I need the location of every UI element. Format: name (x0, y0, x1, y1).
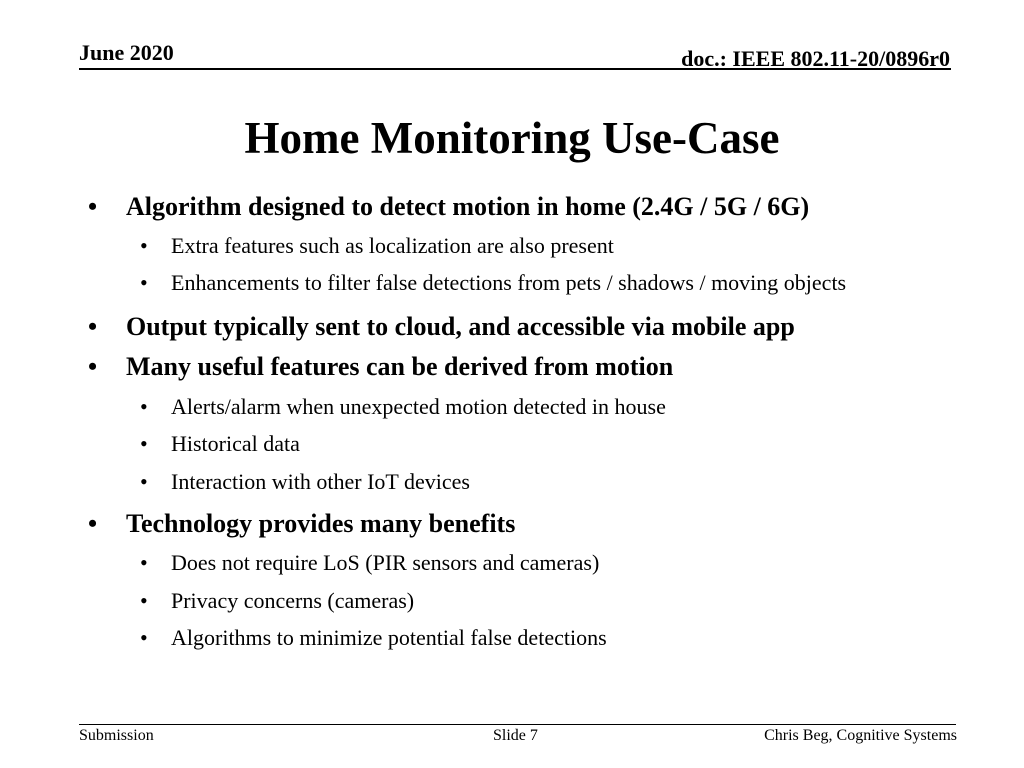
bullet-text: Historical data (171, 431, 300, 456)
sub-bullet-item (140, 394, 666, 420)
bullet-text: Algorithms to minimize potential false detections (171, 625, 607, 650)
bullet-item (88, 509, 516, 539)
bullet-text: Many useful features can be derived from motion (126, 352, 674, 381)
bullet-text: Does not require LoS (PIR sensors and cameras) (171, 550, 600, 575)
bullet-text: Enhancements to filter false detections from pets / shadows / moving objects (171, 270, 847, 295)
bullet-dot-icon: • (140, 625, 148, 650)
bullet-dot-icon: • (140, 394, 148, 419)
footer-slide-number: Slide 7 (493, 727, 538, 744)
bullet-text: Output typically sent to cloud, and accessible via mobile app (126, 312, 795, 341)
bullet-item (88, 192, 810, 222)
bullet-text: Alerts/alarm when unexpected motion detected in house (171, 394, 666, 419)
sub-bullet-item (140, 588, 415, 614)
bullet-dot-icon: • (140, 588, 148, 613)
bullet-text: Algorithm designed to detect motion in home (2.4G / 5G / 6G) (126, 192, 810, 221)
bullet-text: Interaction with other IoT devices (171, 469, 470, 494)
header-doc-id: doc.: IEEE 802.11-20/0896r0 (681, 46, 950, 71)
bullet-text: Privacy concerns (cameras) (171, 588, 415, 613)
sub-bullet-item (140, 431, 300, 457)
bullet-dot-icon: • (88, 312, 98, 341)
bullet-dot-icon: • (140, 550, 148, 575)
sub-bullet-item (140, 270, 847, 296)
footer-divider (79, 724, 956, 725)
header-date: June 2020 (79, 40, 174, 65)
bullet-text: Technology provides many benefits (126, 509, 516, 538)
footer-author: Chris Beg, Cognitive Systems (764, 727, 957, 744)
bullet-item (88, 312, 795, 342)
bullet-dot-icon: • (88, 352, 98, 381)
bullet-dot-icon: • (140, 233, 148, 258)
slide-title: Home Monitoring Use-Case (244, 113, 780, 163)
bullet-text: Extra features such as localization are also present (171, 233, 614, 258)
bullet-dot-icon: • (140, 469, 148, 494)
sub-bullet-item (140, 469, 470, 495)
bullet-dot-icon: • (140, 431, 148, 456)
footer-submission: Submission (79, 727, 154, 744)
sub-bullet-item (140, 233, 614, 259)
bullet-dot-icon: • (140, 270, 148, 295)
bullet-dot-icon: • (88, 509, 98, 538)
bullet-dot-icon: • (88, 192, 98, 221)
bullet-item (88, 352, 674, 382)
sub-bullet-item (140, 625, 607, 651)
sub-bullet-item (140, 550, 600, 576)
